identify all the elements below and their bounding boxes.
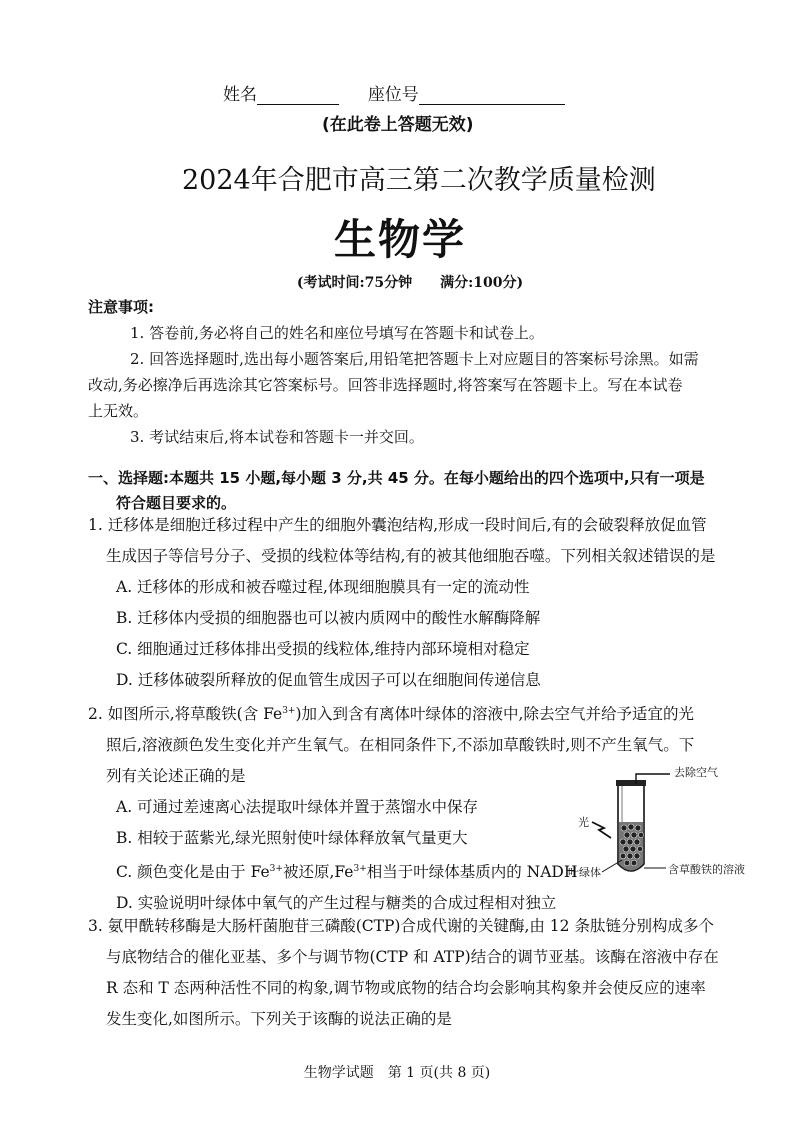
seat-field[interactable] bbox=[419, 86, 565, 105]
name-label: 姓名 bbox=[223, 85, 257, 105]
notice-item: 上无效。 bbox=[88, 402, 149, 420]
subject-title: 生物学 bbox=[333, 215, 466, 264]
q2-optc-a: C. 颜色变化是由于 Fe bbox=[116, 863, 270, 882]
option-a: A. 迁移体的形成和被吞噬过程,体现细胞膜具有一定的流动性 bbox=[116, 578, 530, 596]
question-text: R 态和 T 态两种活性不同的构象,调节物或底物的结合均会影响其构象并会使反应的速率 bbox=[106, 979, 706, 997]
exam-title: 2024年合肥市高三第二次教学质量检测 bbox=[182, 165, 656, 196]
page-footer: 生物学试题 第 1 页(共 8 页) bbox=[303, 1065, 491, 1081]
fe-superscript: 3+ bbox=[269, 864, 283, 875]
light-label: 光 bbox=[578, 816, 589, 829]
q2-optc-b: 被还原,Fe bbox=[282, 863, 354, 882]
question-text: 列有关论述正确的是 bbox=[106, 767, 246, 786]
stopper-icon bbox=[616, 780, 646, 786]
notice-item: 改动,务必擦净后再选涂其它答案标号。回答非选择题时,将答案写在答题卡上。写在本试卷 bbox=[88, 376, 683, 394]
fe-superscript: 3+ bbox=[353, 864, 367, 875]
option-b: B. 相较于蓝紫光,绿光照射使叶绿体释放氧气量更大 bbox=[116, 829, 468, 848]
chloroplast-label: 叶绿体 bbox=[568, 866, 601, 879]
question-text: 3. 氨甲酰转移酶是大肠杆菌胞苷三磷酸(CTP)合成代谢的关键酶,由 12 条肽链分别构成多个 bbox=[88, 917, 714, 935]
notice-item: 3. 考试结束后,将本试卷和答题卡一并交回。 bbox=[130, 428, 424, 446]
question-text: 与底物结合的催化亚基、多个与调节物(CTP 和 ATP)结合的调节亚基。该酶在溶液中存在 bbox=[106, 948, 719, 966]
option-a: A. 可通过差速离心法提取叶绿体并置于蒸馏水中保存 bbox=[116, 798, 479, 817]
notice-title: 注意事项: bbox=[88, 298, 154, 316]
section-heading-line: 一、选择题:本题共 15 小题,每小题 3 分,共 45 分。在每小题给出的四个选项中,只有一项是 bbox=[88, 469, 705, 487]
exam-time-info: (考试时间:75分钟 满分:100分) bbox=[296, 275, 524, 291]
question-text bbox=[88, 696, 748, 730]
question-text: 生成因子等信号分子、受损的线粒体等结构,有的被其他细胞吞噬。下列相关叙述错误的是 bbox=[106, 547, 716, 565]
q2-figure bbox=[566, 766, 756, 882]
question-text: 发生变化,如图所示。下列关于该酶的说法正确的是 bbox=[106, 1010, 452, 1028]
seat-label: 座位号 bbox=[367, 85, 419, 105]
section-heading-line: 符合题目要求的。 bbox=[116, 494, 237, 512]
fe-superscript: 3+ bbox=[282, 706, 296, 716]
q2-optc-c: 相当于叶绿体基质内的 NADH bbox=[366, 863, 578, 882]
question-3 bbox=[88, 911, 748, 1035]
air-label: 去除空气 bbox=[674, 766, 718, 779]
q2-text-a: 2. 如图所示,将草酸铁(含 Fe bbox=[88, 705, 283, 724]
q2-text-b: )加入到含有离体叶绿体的溶液中,除去空气并给予适宜的光 bbox=[295, 705, 694, 724]
notice-body bbox=[88, 320, 728, 450]
notice-item: 1. 答卷前,务必将自己的姓名和座位号填写在答题卡和试卷上。 bbox=[130, 324, 544, 342]
invalid-note: (在此卷上答题无效) bbox=[322, 115, 474, 135]
solution-label: 含草酸铁的溶液 bbox=[668, 863, 745, 876]
option-c: C. 细胞通过迁移体排出受损的线粒体,维持内部环境相对稳定 bbox=[116, 640, 530, 658]
option-d: D. 实验说明叶绿体中氧气的产生过程与糖类的合成过程相对独立 bbox=[116, 894, 557, 913]
name-field[interactable] bbox=[257, 86, 339, 105]
name-seat-row bbox=[223, 80, 565, 105]
light-bolt-icon bbox=[592, 822, 611, 838]
notice-item: 2. 回答选择题时,选出每小题答案后,用铅笔把答题卡上对应题目的答案标号涂黑。如需 bbox=[130, 350, 699, 368]
option-b: B. 迁移体内受损的细胞器也可以被内质网中的酸性水解酶降解 bbox=[116, 609, 541, 627]
section-heading bbox=[88, 466, 748, 516]
question-text: 照后,溶液颜色发生变化并产生氧气。在相同条件下,不添加草酸铁时,则不产生氧气。下 bbox=[106, 736, 695, 755]
option-d: D. 迁移体破裂所释放的促血管生成因子可以在细胞间传递信息 bbox=[116, 671, 541, 689]
question-text: 1. 迁移体是细胞迁移过程中产生的细胞外囊泡结构,形成一段时间后,有的会破裂释放促血管 bbox=[88, 516, 707, 534]
question-1 bbox=[88, 510, 748, 696]
